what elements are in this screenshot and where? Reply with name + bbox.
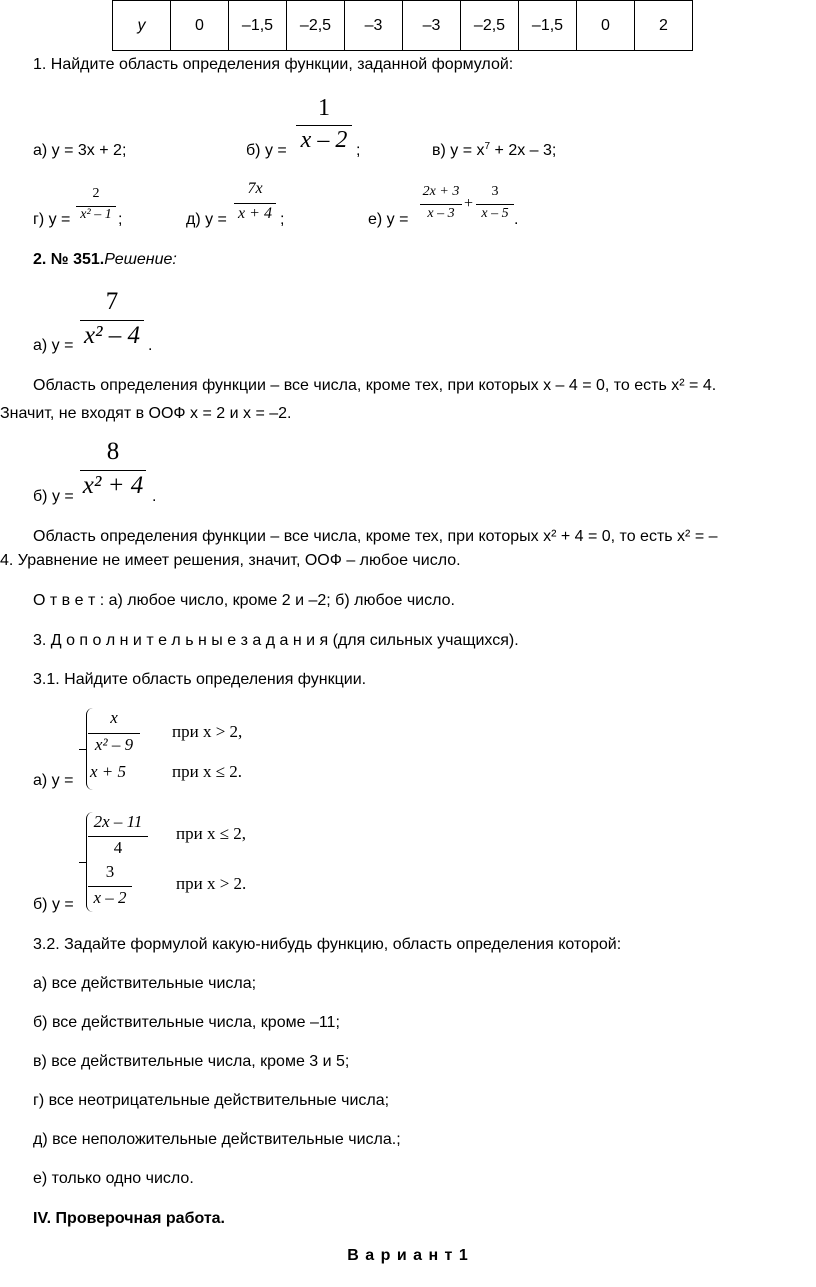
list-item: в) все действительные числа, кроме 3 и 5; [33, 1053, 350, 1070]
task2-a-text-line2: Значит, не входят в ООФ x = 2 и x = –2. [0, 405, 292, 422]
denominator: x² – 9 [94, 735, 134, 754]
fraction-bar [476, 204, 514, 205]
task3-title-spaced: 3. Д о п о л н и т е л ь н ы е з а д а н и я [33, 632, 329, 649]
task1-b-tail: ; [356, 142, 361, 159]
list-item: г) все неотрицательные действительные числа; [33, 1092, 390, 1109]
task3-title-tail: (для сильных учащихся). [328, 632, 519, 649]
fraction-bar [420, 204, 462, 205]
denominator: x – 5 [481, 206, 509, 221]
fraction-bar [88, 886, 132, 887]
denominator: x + 4 [238, 205, 272, 222]
table-cell: 2 [635, 1, 693, 51]
task2-number: 2. № 351. [33, 251, 105, 268]
task2-a-text-line1: Область определения функции – все числа, кроме тех, при которых x – 4 = 0, то есть x² = 4. [33, 377, 717, 394]
fraction-bar [80, 320, 144, 321]
table-cell: y [113, 1, 171, 51]
task1-b-fraction [296, 95, 352, 159]
table-cell: –1,5 [519, 1, 577, 51]
task1-e-label: е) y = [368, 211, 409, 228]
task2-a-label: а) y = [33, 337, 74, 354]
exponent: 7 [484, 141, 491, 152]
table-row [113, 1, 693, 51]
task1-v-tail: + 2x – 3; [490, 142, 557, 159]
numerator: 2x – 11 [93, 812, 143, 831]
task3-b-label: б) y = [33, 896, 74, 913]
list-item: а) все действительные числа; [33, 975, 257, 992]
fraction-bar [88, 836, 148, 837]
fraction-bar [88, 733, 140, 734]
task3-b-fraction-2 [88, 862, 132, 912]
denominator: 4 [113, 838, 123, 857]
numerator: 8 [106, 438, 120, 465]
task2-solution-label: Решение: [104, 251, 177, 268]
numerator: 3 [105, 862, 115, 881]
numerator: 7 [105, 288, 119, 315]
variant-heading: В а р и а н т 1 [347, 1247, 469, 1264]
task1-v [432, 142, 556, 160]
table-cell: 0 [577, 1, 635, 51]
task3-a-condition-1: при x > 2, [172, 722, 243, 741]
list-item: д) все неположительные действительные числа.; [33, 1131, 401, 1148]
task2-a-tail: . [148, 337, 153, 354]
numerator: 2 [92, 186, 100, 201]
table-cell: –2,5 [287, 1, 345, 51]
task1-g-fraction [76, 186, 116, 226]
task2-answer: О т в е т : а) любое число, кроме 2 и –2; б) любое число. [33, 592, 455, 609]
task1-a: а) y = 3x + 2; [33, 142, 127, 159]
list-item: б) все действительные числа, кроме –11; [33, 1014, 340, 1031]
fraction-bar [234, 203, 276, 204]
numerator: 7x [247, 180, 263, 197]
task2-b-label: б) y = [33, 488, 74, 505]
task3-a-condition-2: при x ≤ 2. [172, 762, 243, 781]
task3-b-condition-1: при x ≤ 2, [176, 824, 247, 843]
list-item: е) только одно число. [33, 1170, 194, 1187]
task1-d-label: д) y = [186, 211, 227, 228]
task3-2-title: 3.2. Задайте формулой какую-нибудь функцию, область определения которой: [33, 936, 622, 953]
denominator: x – 2 [300, 127, 348, 153]
task2-b-text-line1: Область определения функции – все числа, кроме тех, при которых x² + 4 = 0, то есть x² = – [33, 528, 718, 545]
task1-d-tail: ; [280, 211, 285, 228]
section-heading: IV. Проверочная работа. [33, 1210, 225, 1227]
task1-v-label: в) y = x [432, 142, 485, 159]
plus-sign: + [464, 195, 474, 212]
task1-e-fraction-2 [476, 184, 514, 226]
task3-1-title: 3.1. Найдите область определения функции. [33, 671, 367, 688]
task1-e-fraction-1 [420, 184, 462, 226]
fraction-bar [80, 470, 146, 471]
table-cell: –3 [345, 1, 403, 51]
task1-b-label: б) y = [246, 142, 287, 159]
task2-b-text-line2: 4. Уравнение не имеет решения, значит, ООФ – любое число. [0, 552, 461, 569]
denominator: x² + 4 [82, 472, 144, 499]
task2-b-tail: . [152, 488, 157, 505]
task3-b-condition-2: при x > 2. [176, 874, 247, 893]
task1-g-tail: ; [118, 211, 123, 228]
task1-g-label: г) y = [33, 211, 71, 228]
task1-title: 1. Найдите область определения функции, заданной формулой: [33, 56, 514, 73]
numerator: 2x + 3 [422, 184, 460, 199]
table-cell: –3 [403, 1, 461, 51]
denominator: x² – 1 [80, 207, 112, 222]
task2-title [33, 251, 177, 269]
task2-a-fraction [80, 288, 144, 354]
task3-b-fraction-1 [88, 812, 148, 862]
task3-a-piece-2: x + 5 [90, 762, 127, 781]
denominator: x² – 4 [83, 322, 141, 349]
task2-b-fraction [80, 438, 146, 504]
task3-a-fraction [88, 708, 140, 760]
denominator: x – 2 [93, 888, 127, 907]
table-cell: 0 [171, 1, 229, 51]
denominator: x – 3 [427, 206, 455, 221]
task1-d-fraction [234, 180, 276, 226]
numerator: x [110, 708, 118, 727]
table-cell: –1,5 [229, 1, 287, 51]
task3-a-label: а) y = [33, 772, 74, 789]
numerator: 3 [491, 184, 499, 199]
task3-title [33, 632, 519, 650]
fraction-bar [296, 125, 352, 126]
numerator: 1 [318, 95, 330, 121]
values-table [112, 0, 693, 51]
table-cell: –2,5 [461, 1, 519, 51]
task1-e-tail: . [514, 211, 519, 228]
